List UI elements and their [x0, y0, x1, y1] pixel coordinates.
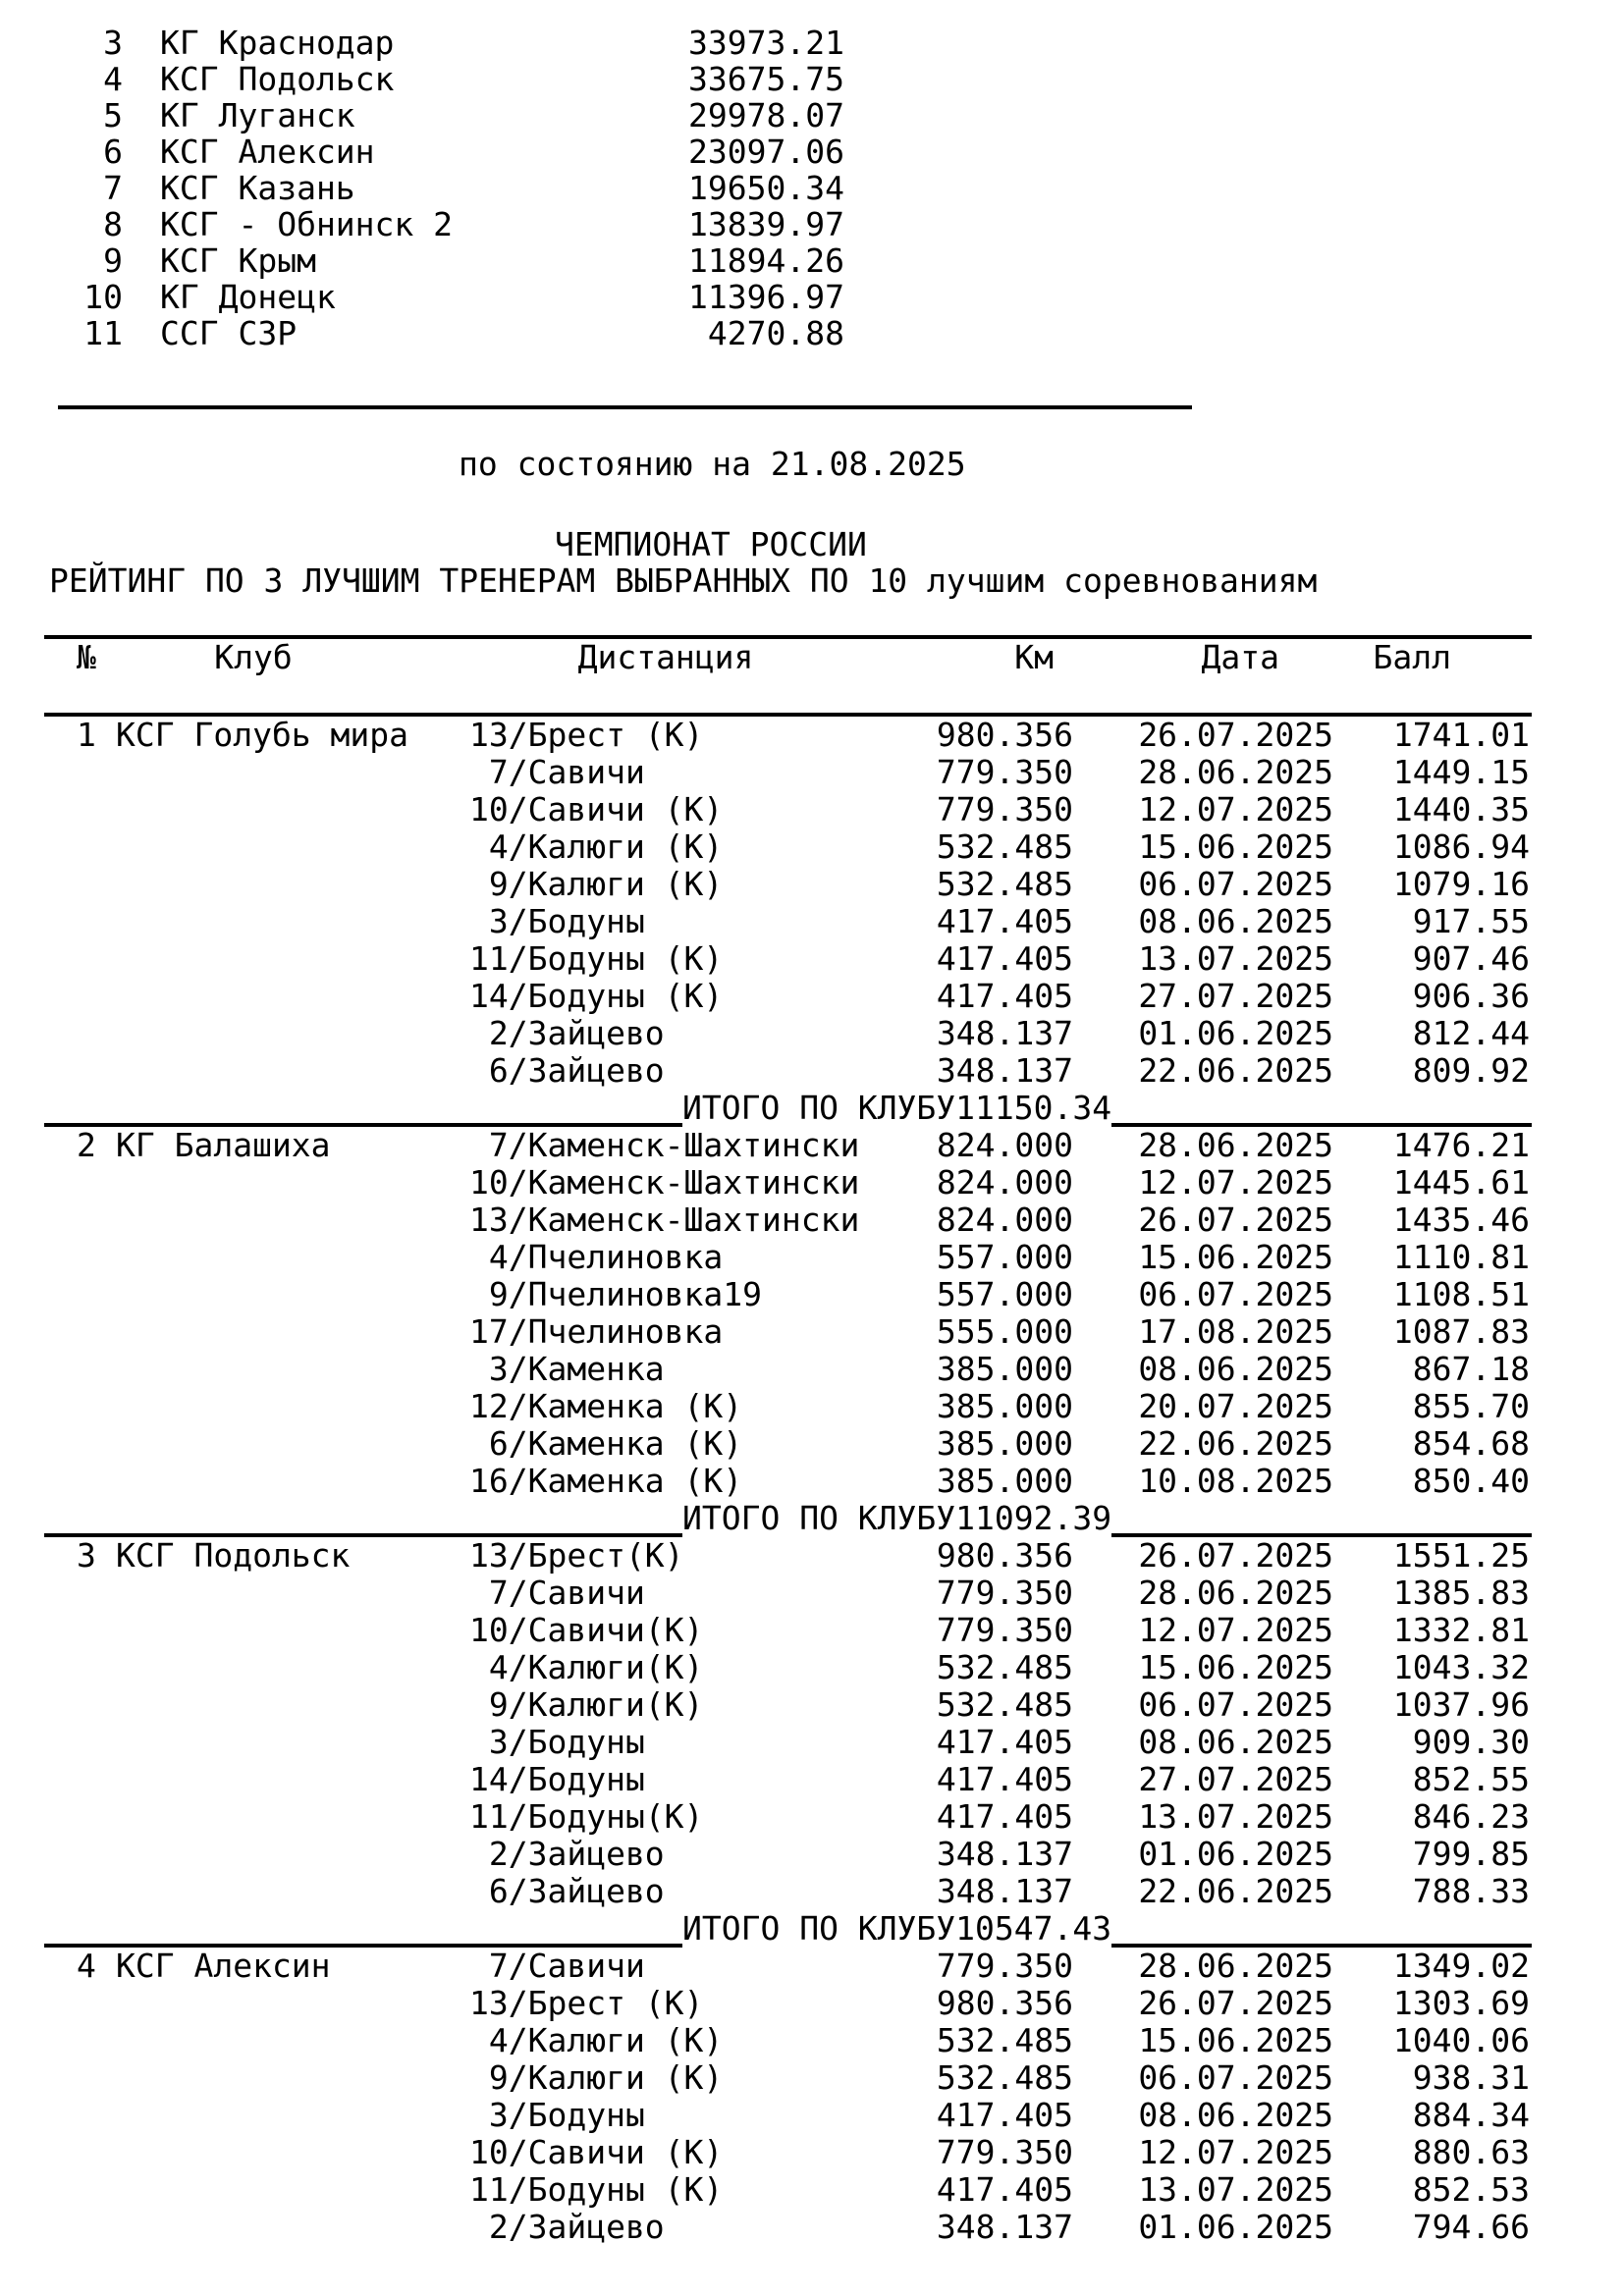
table-row	[44, 1537, 1532, 1575]
date-cell: 27.07.2025	[1138, 977, 1333, 1015]
distance-cell: 16/Каменка (К)	[469, 1462, 743, 1500]
score-cell: 907.46	[1412, 939, 1530, 978]
club-section-3	[44, 1537, 1532, 1948]
score-cell: 1476.21	[1392, 1126, 1530, 1164]
header-date: Дата	[1201, 638, 1279, 676]
divider-right	[1111, 1910, 1532, 1948]
date-cell: 26.07.2025	[1138, 1536, 1333, 1575]
date-cell: 13.07.2025	[1138, 1797, 1333, 1836]
distance-cell: 9/Калюги (К)	[469, 865, 724, 903]
table-row	[44, 1276, 1532, 1313]
table-row	[44, 1836, 1532, 1873]
top-list-row	[44, 97, 1532, 133]
table-row	[44, 1463, 1532, 1500]
score-cell: 1741.01	[1392, 716, 1530, 754]
club-total-row	[44, 1090, 1532, 1127]
score-cell: 29978.07	[688, 96, 844, 134]
top-ranking-list	[44, 25, 1532, 351]
score-cell: 11396.97	[688, 278, 844, 316]
distance-cell: 3/Каменка	[469, 1350, 665, 1388]
table-row	[44, 1239, 1532, 1276]
score-cell: 1043.32	[1392, 1648, 1530, 1686]
score-cell: 1086.94	[1392, 828, 1530, 866]
distance-cell: 12/Каменка (К)	[469, 1387, 743, 1425]
club-name: КСГ Алексин	[116, 1947, 331, 1985]
distance-cell: 4/Калюги(К)	[469, 1648, 704, 1686]
rank-cell: 11	[83, 314, 123, 352]
table-row	[44, 940, 1532, 978]
table-row	[44, 1798, 1532, 1836]
km-cell: 779.350	[936, 1611, 1073, 1649]
table-row	[44, 2134, 1532, 2171]
table-row	[44, 1612, 1532, 1649]
rank-cell: 5	[103, 96, 123, 134]
score-cell: 794.66	[1412, 2208, 1530, 2246]
top-list-row	[44, 170, 1532, 206]
score-cell: 1110.81	[1392, 1238, 1530, 1276]
date-cell: 26.07.2025	[1138, 1984, 1333, 2022]
km-cell: 824.000	[936, 1126, 1073, 1164]
km-cell: 417.405	[936, 902, 1073, 940]
score-cell: 867.18	[1412, 1350, 1530, 1388]
distance-cell: 14/Бодуны	[469, 1760, 645, 1798]
distance-cell: 9/Калюги(К)	[469, 1685, 704, 1724]
table-row	[44, 1761, 1532, 1798]
distance-cell: 3/Бодуны	[469, 2096, 645, 2134]
score-cell: 854.68	[1412, 1424, 1530, 1463]
date-cell: 08.06.2025	[1138, 902, 1333, 940]
distance-cell: 11/Бодуны (К)	[469, 2170, 724, 2209]
date-cell: 15.06.2025	[1138, 2021, 1333, 2059]
distance-cell: 6/Каменка (К)	[469, 1424, 743, 1463]
km-cell: 779.350	[936, 1947, 1073, 1985]
score-cell: 1445.61	[1392, 1163, 1530, 1201]
score-cell: 23097.06	[688, 133, 844, 171]
date-cell: 15.06.2025	[1138, 1648, 1333, 1686]
km-cell: 824.000	[936, 1201, 1073, 1239]
score-cell: 917.55	[1412, 902, 1530, 940]
club-section-4	[44, 1948, 1532, 2246]
km-cell: 348.137	[936, 1835, 1073, 1873]
km-cell: 417.405	[936, 2096, 1073, 2134]
club-total-row	[44, 1500, 1532, 1537]
table-row	[44, 828, 1532, 866]
km-cell: 417.405	[936, 939, 1073, 978]
club-name: КСГ Подольск	[116, 1536, 351, 1575]
km-cell: 385.000	[936, 1462, 1073, 1500]
distance-cell: 13/Брест (К)	[469, 716, 704, 754]
km-cell: 532.485	[936, 2021, 1073, 2059]
km-cell: 385.000	[936, 1424, 1073, 1463]
table-row	[44, 866, 1532, 903]
divider-left	[44, 1090, 682, 1127]
club-total: ИТОГО ПО КЛУБУ11150.34	[682, 1089, 1112, 1127]
score-cell: 33675.75	[688, 60, 844, 98]
club-rank: 2	[77, 1126, 96, 1164]
distance-cell: 13/Каменск-Шахтински	[469, 1201, 860, 1239]
score-cell: 906.36	[1412, 977, 1530, 1015]
distance-cell: 4/Пчелиновка	[469, 1238, 724, 1276]
table-row	[44, 1425, 1532, 1463]
km-cell: 557.000	[936, 1238, 1073, 1276]
km-cell: 348.137	[936, 1872, 1073, 1910]
club-name: КСГ Голубь мира	[116, 716, 409, 754]
table-row	[44, 1351, 1532, 1388]
distance-cell: 10/Савичи(К)	[469, 1611, 704, 1649]
km-cell: 779.350	[936, 753, 1073, 791]
score-cell: 809.92	[1412, 1051, 1530, 1090]
km-cell: 417.405	[936, 1723, 1073, 1761]
club-total-row	[44, 1910, 1532, 1948]
table-row	[44, 1313, 1532, 1351]
km-cell: 532.485	[936, 828, 1073, 866]
distance-cell: 13/Брест(К)	[469, 1536, 684, 1575]
distance-cell: 11/Бодуны (К)	[469, 939, 724, 978]
table-row	[44, 2097, 1532, 2134]
distance-cell: 3/Бодуны	[469, 902, 645, 940]
distance-cell: 10/Савичи (К)	[469, 2133, 724, 2171]
km-cell: 532.485	[936, 2058, 1073, 2097]
table-row	[44, 1201, 1532, 1239]
date-cell: 28.06.2025	[1138, 1126, 1333, 1164]
km-cell: 385.000	[936, 1387, 1073, 1425]
table-row	[44, 1015, 1532, 1052]
distance-cell: 11/Бодуны(К)	[469, 1797, 704, 1836]
date-cell: 01.06.2025	[1138, 1835, 1333, 1873]
rank-cell: 10	[83, 278, 123, 316]
club-name: КГ Балашиха	[116, 1126, 331, 1164]
score-cell: 1551.25	[1392, 1536, 1530, 1575]
km-cell: 779.350	[936, 790, 1073, 828]
date-cell: 22.06.2025	[1138, 1051, 1333, 1090]
top-list-row	[44, 206, 1532, 242]
table-row	[44, 791, 1532, 828]
header-score: Балл	[1373, 638, 1451, 676]
distance-cell: 2/Зайцево	[469, 1014, 665, 1052]
date-cell: 12.07.2025	[1138, 790, 1333, 828]
table-row	[44, 1164, 1532, 1201]
distance-cell: 9/Калюги (К)	[469, 2058, 724, 2097]
club-cell: КСГ Подольск	[160, 60, 395, 98]
club-section-2	[44, 1127, 1532, 1537]
distance-cell: 10/Каменск-Шахтински	[469, 1163, 860, 1201]
date-cell: 01.06.2025	[1138, 1014, 1333, 1052]
rank-cell: 7	[103, 169, 123, 207]
table-row	[44, 1388, 1532, 1425]
club-cell: КСГ - Обнинск 2	[160, 205, 454, 243]
top-list-row	[44, 242, 1532, 279]
distance-cell: 14/Бодуны (К)	[469, 977, 724, 1015]
table-header	[44, 639, 1532, 676]
km-cell: 824.000	[936, 1163, 1073, 1201]
distance-cell: 9/Пчелиновка19	[469, 1275, 763, 1313]
table-row	[44, 1649, 1532, 1686]
club-cell: КГ Луганск	[160, 96, 355, 134]
rank-cell: 9	[103, 241, 123, 280]
date-cell: 10.08.2025	[1138, 1462, 1333, 1500]
table-row	[44, 978, 1532, 1015]
score-cell: 852.55	[1412, 1760, 1530, 1798]
club-total: ИТОГО ПО КЛУБУ11092.39	[682, 1499, 1112, 1537]
score-cell: 884.34	[1412, 2096, 1530, 2134]
score-cell: 855.70	[1412, 1387, 1530, 1425]
club-cell: ССГ СЗР	[160, 314, 298, 352]
date-cell: 28.06.2025	[1138, 753, 1333, 791]
score-cell: 846.23	[1412, 1797, 1530, 1836]
score-cell: 909.30	[1412, 1723, 1530, 1761]
distance-cell: 4/Калюги (К)	[469, 2021, 724, 2059]
date-cell: 06.07.2025	[1138, 1685, 1333, 1724]
table-row	[44, 1127, 1532, 1164]
divider-right	[1111, 1090, 1532, 1127]
km-cell: 348.137	[936, 1014, 1073, 1052]
distance-cell: 6/Зайцево	[469, 1872, 665, 1910]
score-cell: 1332.81	[1392, 1611, 1530, 1649]
club-total: ИТОГО ПО КЛУБУ10547.43	[682, 1909, 1112, 1948]
score-cell: 1108.51	[1392, 1275, 1530, 1313]
club-cell: КСГ Алексин	[160, 133, 375, 171]
km-cell: 532.485	[936, 1685, 1073, 1724]
distance-cell: 6/Зайцево	[469, 1051, 665, 1090]
table-row	[44, 2059, 1532, 2097]
km-cell: 532.485	[936, 865, 1073, 903]
report-subtitle: РЕЙТИНГ ПО 3 ЛУЧШИМ ТРЕНЕРАМ ВЫБРАННЫХ ПО 10 лучшим соревнованиям	[49, 561, 1318, 600]
date-cell: 15.06.2025	[1138, 828, 1333, 866]
date-cell: 22.06.2025	[1138, 1424, 1333, 1463]
distance-cell: 7/Савичи	[469, 1574, 645, 1612]
date-cell: 22.06.2025	[1138, 1872, 1333, 1910]
score-cell: 4270.88	[707, 314, 844, 352]
score-cell: 788.33	[1412, 1872, 1530, 1910]
date-cell: 06.07.2025	[1138, 2058, 1333, 2097]
score-cell: 1435.46	[1392, 1201, 1530, 1239]
km-cell: 417.405	[936, 1760, 1073, 1798]
divider-right	[1111, 1500, 1532, 1537]
divider-left	[44, 1910, 682, 1948]
club-rank: 4	[77, 1947, 96, 1985]
score-cell: 13839.97	[688, 205, 844, 243]
km-cell: 980.356	[936, 1984, 1073, 2022]
distance-cell: 13/Брест (К)	[469, 1984, 704, 2022]
score-cell: 1449.15	[1392, 753, 1530, 791]
table-row	[44, 1948, 1532, 1985]
km-cell: 417.405	[936, 1797, 1073, 1836]
score-cell: 1385.83	[1392, 1574, 1530, 1612]
club-section-1	[44, 717, 1532, 1127]
km-cell: 348.137	[936, 2208, 1073, 2246]
date-cell: 08.06.2025	[1138, 1723, 1333, 1761]
date-cell: 13.07.2025	[1138, 939, 1333, 978]
rank-cell: 6	[103, 133, 123, 171]
top-list-row	[44, 133, 1532, 170]
score-cell: 11894.26	[688, 241, 844, 280]
divider-left	[44, 1500, 682, 1537]
report-date: по состоянию на 21.08.2025	[459, 445, 966, 483]
score-cell: 1303.69	[1392, 1984, 1530, 2022]
table-row	[44, 903, 1532, 940]
header-km: Км	[1014, 638, 1054, 676]
club-rank: 1	[77, 716, 96, 754]
distance-cell: 2/Зайцево	[469, 2208, 665, 2246]
top-list-row	[44, 25, 1532, 61]
date-cell: 06.07.2025	[1138, 1275, 1333, 1313]
distance-cell: 17/Пчелиновка	[469, 1312, 724, 1351]
date-cell: 12.07.2025	[1138, 2133, 1333, 2171]
club-cell: КСГ Казань	[160, 169, 355, 207]
date-cell: 13.07.2025	[1138, 2170, 1333, 2209]
score-cell: 19650.34	[688, 169, 844, 207]
header-distance: Дистанция	[577, 638, 754, 676]
header-num: №	[77, 638, 96, 676]
table-row	[44, 1985, 1532, 2022]
rank-cell: 3	[103, 24, 123, 62]
horizontal-divider	[58, 369, 1192, 409]
table-row	[44, 2022, 1532, 2059]
km-cell: 980.356	[936, 1536, 1073, 1575]
club-rank: 3	[77, 1536, 96, 1575]
date-cell: 08.06.2025	[1138, 2096, 1333, 2134]
top-list-row	[44, 315, 1532, 351]
score-cell: 33973.21	[688, 24, 844, 62]
date-cell: 27.07.2025	[1138, 1760, 1333, 1798]
date-cell: 17.08.2025	[1138, 1312, 1333, 1351]
date-cell: 15.06.2025	[1138, 1238, 1333, 1276]
date-cell: 06.07.2025	[1138, 865, 1333, 903]
date-cell: 26.07.2025	[1138, 716, 1333, 754]
header-club: Клуб	[214, 638, 293, 676]
distance-cell: 10/Савичи (К)	[469, 790, 724, 828]
table-row	[44, 717, 1532, 754]
club-cell: КСГ Крым	[160, 241, 316, 280]
date-cell: 20.07.2025	[1138, 1387, 1333, 1425]
top-list-row	[44, 61, 1532, 97]
top-list-row	[44, 279, 1532, 315]
distance-cell: 7/Каменск-Шахтински	[469, 1126, 860, 1164]
date-cell: 01.06.2025	[1138, 2208, 1333, 2246]
km-cell: 417.405	[936, 977, 1073, 1015]
score-cell: 880.63	[1412, 2133, 1530, 2171]
score-cell: 1440.35	[1392, 790, 1530, 828]
distance-cell: 3/Бодуны	[469, 1723, 645, 1761]
table-row	[44, 2209, 1532, 2246]
rank-cell: 8	[103, 205, 123, 243]
date-cell: 26.07.2025	[1138, 1201, 1333, 1239]
distance-cell: 7/Савичи	[469, 1947, 645, 1985]
km-cell: 557.000	[936, 1275, 1073, 1313]
km-cell: 385.000	[936, 1350, 1073, 1388]
date-cell: 28.06.2025	[1138, 1574, 1333, 1612]
distance-cell: 7/Савичи	[469, 753, 645, 791]
km-cell: 532.485	[936, 1648, 1073, 1686]
table-row	[44, 1686, 1532, 1724]
score-cell: 812.44	[1412, 1014, 1530, 1052]
table-row	[44, 1575, 1532, 1612]
date-cell: 08.06.2025	[1138, 1350, 1333, 1388]
score-cell: 938.31	[1412, 2058, 1530, 2097]
score-cell: 1079.16	[1392, 865, 1530, 903]
table-row	[44, 754, 1532, 791]
km-cell: 348.137	[936, 1051, 1073, 1090]
date-cell: 12.07.2025	[1138, 1163, 1333, 1201]
table-row	[44, 1052, 1532, 1090]
table-row	[44, 1873, 1532, 1910]
date-cell: 12.07.2025	[1138, 1611, 1333, 1649]
score-cell: 1040.06	[1392, 2021, 1530, 2059]
rank-cell: 4	[103, 60, 123, 98]
table-row	[44, 1724, 1532, 1761]
report-title: ЧЕМПИОНАТ РОССИИ	[555, 525, 867, 563]
score-cell: 1037.96	[1392, 1685, 1530, 1724]
distance-cell: 2/Зайцево	[469, 1835, 665, 1873]
distance-cell: 4/Калюги (К)	[469, 828, 724, 866]
km-cell: 779.350	[936, 1574, 1073, 1612]
score-cell: 799.85	[1412, 1835, 1530, 1873]
km-cell: 555.000	[936, 1312, 1073, 1351]
club-cell: КГ Краснодар	[160, 24, 395, 62]
km-cell: 417.405	[936, 2170, 1073, 2209]
table-row	[44, 2171, 1532, 2209]
km-cell: 980.356	[936, 716, 1073, 754]
date-cell: 28.06.2025	[1138, 1947, 1333, 1985]
km-cell: 779.350	[936, 2133, 1073, 2171]
score-cell: 1349.02	[1392, 1947, 1530, 1985]
score-cell: 850.40	[1412, 1462, 1530, 1500]
score-cell: 1087.83	[1392, 1312, 1530, 1351]
score-cell: 852.53	[1412, 2170, 1530, 2209]
club-cell: КГ Донецк	[160, 278, 336, 316]
